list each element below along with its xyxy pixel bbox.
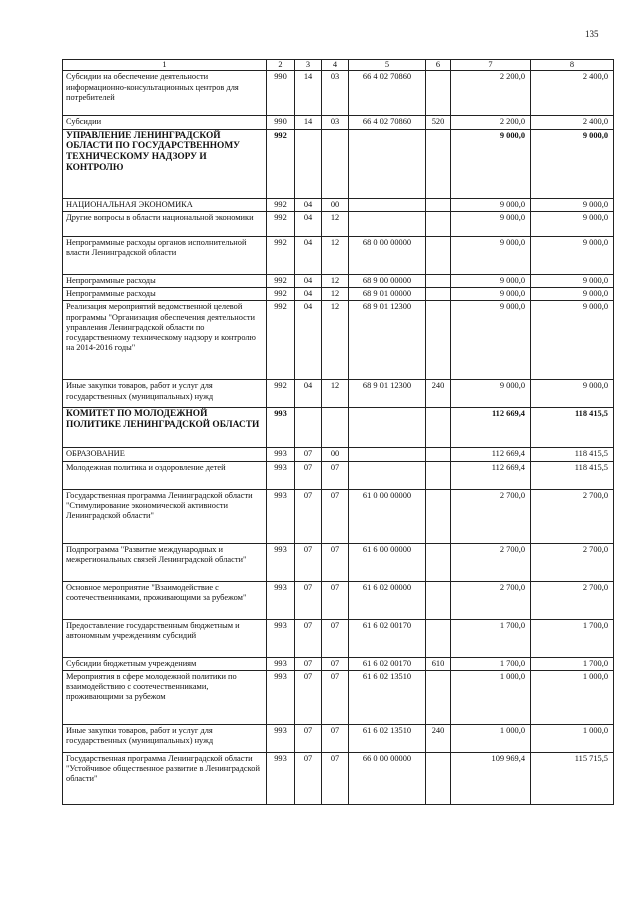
- section-code-cell: [295, 408, 322, 448]
- section-code-cell: 04: [295, 380, 322, 408]
- section-code-cell: 07: [295, 657, 322, 670]
- section-code-cell: 04: [295, 301, 322, 380]
- expense-name-cell: УПРАВЛЕНИЕ ЛЕНИНГРАДСКОЙ ОБЛАСТИ ПО ГОСУДАРСТВЕННОМУ ТЕХНИЧЕСКОМУ НАДЗОРУ И КОНТРОЛЮ: [63, 129, 267, 198]
- column-header: 8: [531, 60, 614, 71]
- expense-type-cell: [426, 288, 451, 301]
- table-row: [63, 274, 614, 287]
- target-article-cell: 66 0 00 00000: [349, 752, 426, 804]
- amount-year1-cell: 9 000,0: [451, 129, 531, 198]
- amount-year2-cell: 9 000,0: [531, 274, 614, 287]
- target-article-cell: 61 6 02 00170: [349, 619, 426, 657]
- amount-year2-cell: 115 715,5: [531, 752, 614, 804]
- grbs-code-cell: 992: [267, 380, 295, 408]
- column-number-header-row: [63, 60, 614, 71]
- table-row: [63, 129, 614, 198]
- subsection-code-cell: [322, 129, 349, 198]
- subsection-code-cell: 00: [322, 448, 349, 461]
- amount-year2-cell: 2 700,0: [531, 543, 614, 581]
- amount-year1-cell: 2 200,0: [451, 71, 531, 116]
- grbs-code-cell: 993: [267, 581, 295, 619]
- expense-name-cell: Основное мероприятие "Взаимодействие с соотечественниками, проживающими за рубежом": [63, 581, 267, 619]
- amount-year1-cell: 112 669,4: [451, 461, 531, 489]
- amount-year1-cell: 9 000,0: [451, 198, 531, 211]
- expense-name-cell: Непрограммные расходы: [63, 274, 267, 287]
- expense-type-cell: [426, 543, 451, 581]
- grbs-code-cell: 992: [267, 301, 295, 380]
- target-article-cell: 61 6 02 13510: [349, 724, 426, 752]
- expense-name-cell: Непрограммные расходы: [63, 288, 267, 301]
- amount-year2-cell: 9 000,0: [531, 288, 614, 301]
- target-article-cell: 68 9 00 00000: [349, 274, 426, 287]
- table-row: [63, 380, 614, 408]
- section-code-cell: 07: [295, 724, 322, 752]
- expense-name-cell: Предоставление государственным бюджетным и автономным учреждениям субсидий: [63, 619, 267, 657]
- budget-table: [62, 59, 614, 805]
- expense-type-cell: [426, 408, 451, 448]
- target-article-cell: 68 9 01 12300: [349, 301, 426, 380]
- amount-year1-cell: 1 700,0: [451, 619, 531, 657]
- amount-year1-cell: 9 000,0: [451, 380, 531, 408]
- expense-name-cell: Государственная программа Ленинградской области "Стимулирование экономической активности Ленинградской области": [63, 489, 267, 543]
- subsection-code-cell: 12: [322, 236, 349, 274]
- grbs-code-cell: 993: [267, 543, 295, 581]
- grbs-code-cell: 992: [267, 211, 295, 236]
- subsection-code-cell: 12: [322, 274, 349, 287]
- expense-name-cell: НАЦИОНАЛЬНАЯ ЭКОНОМИКА: [63, 198, 267, 211]
- amount-year1-cell: 9 000,0: [451, 301, 531, 380]
- section-code-cell: 07: [295, 670, 322, 724]
- expense-type-cell: [426, 619, 451, 657]
- section-code-cell: 07: [295, 461, 322, 489]
- expense-name-cell: Иные закупки товаров, работ и услуг для государственных (муниципальных) нужд: [63, 380, 267, 408]
- target-article-cell: [349, 448, 426, 461]
- expense-type-cell: [426, 274, 451, 287]
- target-article-cell: 66 4 02 70860: [349, 116, 426, 129]
- table-row: [63, 116, 614, 129]
- target-article-cell: 61 6 02 00000: [349, 581, 426, 619]
- target-article-cell: [349, 211, 426, 236]
- amount-year2-cell: 9 000,0: [531, 211, 614, 236]
- section-code-cell: 07: [295, 752, 322, 804]
- grbs-code-cell: 990: [267, 116, 295, 129]
- grbs-code-cell: 993: [267, 752, 295, 804]
- expense-name-cell: Другие вопросы в области национальной экономики: [63, 211, 267, 236]
- section-code-cell: 04: [295, 274, 322, 287]
- expense-type-cell: [426, 581, 451, 619]
- target-article-cell: 68 9 01 00000: [349, 288, 426, 301]
- subsection-code-cell: 12: [322, 301, 349, 380]
- column-header: 6: [426, 60, 451, 71]
- expense-type-cell: [426, 489, 451, 543]
- expense-type-cell: [426, 198, 451, 211]
- expense-name-cell: Реализация мероприятий ведомственной целевой программы "Организация обеспечения деятельности управления Ленинградской области по государственному техническому надзору и контролю на 2014-2016 годы": [63, 301, 267, 380]
- table-row: [63, 448, 614, 461]
- table-row: [63, 461, 614, 489]
- amount-year2-cell: 1 700,0: [531, 619, 614, 657]
- subsection-code-cell: 12: [322, 380, 349, 408]
- grbs-code-cell: 993: [267, 448, 295, 461]
- table-row: [63, 619, 614, 657]
- expense-name-cell: ОБРАЗОВАНИЕ: [63, 448, 267, 461]
- expense-name-cell: Субсидии бюджетным учреждениям: [63, 657, 267, 670]
- amount-year1-cell: 1 700,0: [451, 657, 531, 670]
- expense-name-cell: Мероприятия в сфере молодежной политики по взаимодействию с соотечественниками, проживающими за рубежом: [63, 670, 267, 724]
- amount-year1-cell: 2 700,0: [451, 543, 531, 581]
- grbs-code-cell: 993: [267, 724, 295, 752]
- section-code-cell: 04: [295, 198, 322, 211]
- expense-type-cell: 240: [426, 724, 451, 752]
- column-header: 5: [349, 60, 426, 71]
- section-code-cell: 14: [295, 71, 322, 116]
- table-row: [63, 543, 614, 581]
- amount-year1-cell: 112 669,4: [451, 448, 531, 461]
- subsection-code-cell: 03: [322, 71, 349, 116]
- expense-name-cell: Иные закупки товаров, работ и услуг для государственных (муниципальных) нужд: [63, 724, 267, 752]
- amount-year2-cell: 9 000,0: [531, 129, 614, 198]
- amount-year1-cell: 9 000,0: [451, 288, 531, 301]
- table-row: [63, 198, 614, 211]
- grbs-code-cell: 993: [267, 657, 295, 670]
- grbs-code-cell: 992: [267, 236, 295, 274]
- target-article-cell: [349, 129, 426, 198]
- expense-type-cell: [426, 670, 451, 724]
- expense-name-cell: КОМИТЕТ ПО МОЛОДЕЖНОЙ ПОЛИТИКЕ ЛЕНИНГРАДСКОЙ ОБЛАСТИ: [63, 408, 267, 448]
- target-article-cell: [349, 408, 426, 448]
- grbs-code-cell: 992: [267, 288, 295, 301]
- grbs-code-cell: 993: [267, 670, 295, 724]
- target-article-cell: 68 0 00 00000: [349, 236, 426, 274]
- subsection-code-cell: 07: [322, 752, 349, 804]
- grbs-code-cell: 993: [267, 408, 295, 448]
- grbs-code-cell: 992: [267, 129, 295, 198]
- expense-type-cell: [426, 461, 451, 489]
- amount-year1-cell: 9 000,0: [451, 236, 531, 274]
- table-row: [63, 752, 614, 804]
- subsection-code-cell: 07: [322, 461, 349, 489]
- grbs-code-cell: 993: [267, 461, 295, 489]
- table-row: [63, 670, 614, 724]
- amount-year2-cell: 2 400,0: [531, 71, 614, 116]
- amount-year1-cell: 112 669,4: [451, 408, 531, 448]
- target-article-cell: [349, 198, 426, 211]
- section-code-cell: 04: [295, 236, 322, 274]
- table-row: [63, 211, 614, 236]
- table-row: [63, 408, 614, 448]
- section-code-cell: 14: [295, 116, 322, 129]
- expense-type-cell: 240: [426, 380, 451, 408]
- grbs-code-cell: 993: [267, 619, 295, 657]
- expense-type-cell: 520: [426, 116, 451, 129]
- section-code-cell: 04: [295, 288, 322, 301]
- grbs-code-cell: 992: [267, 198, 295, 211]
- amount-year2-cell: 1 000,0: [531, 724, 614, 752]
- target-article-cell: 61 6 00 00000: [349, 543, 426, 581]
- subsection-code-cell: [322, 408, 349, 448]
- page-number: 135: [585, 29, 599, 39]
- subsection-code-cell: 07: [322, 619, 349, 657]
- subsection-code-cell: 03: [322, 116, 349, 129]
- subsection-code-cell: 07: [322, 657, 349, 670]
- expense-name-cell: Подпрограмма "Развитие международных и межрегиональных связей Ленинградской области": [63, 543, 267, 581]
- expense-type-cell: [426, 448, 451, 461]
- amount-year1-cell: 2 700,0: [451, 489, 531, 543]
- amount-year2-cell: 118 415,5: [531, 408, 614, 448]
- grbs-code-cell: 990: [267, 71, 295, 116]
- amount-year2-cell: 2 700,0: [531, 489, 614, 543]
- target-article-cell: 61 6 02 13510: [349, 670, 426, 724]
- expense-name-cell: Субсидии: [63, 116, 267, 129]
- amount-year1-cell: 109 969,4: [451, 752, 531, 804]
- table-row: [63, 288, 614, 301]
- table-row: [63, 724, 614, 752]
- amount-year2-cell: 1 000,0: [531, 670, 614, 724]
- target-article-cell: 68 9 01 12300: [349, 380, 426, 408]
- column-header: 1: [63, 60, 267, 71]
- column-header: 2: [267, 60, 295, 71]
- subsection-code-cell: 07: [322, 581, 349, 619]
- table-row: [63, 236, 614, 274]
- expense-type-cell: [426, 752, 451, 804]
- table-row: [63, 301, 614, 380]
- section-code-cell: [295, 129, 322, 198]
- amount-year2-cell: 2 400,0: [531, 116, 614, 129]
- amount-year2-cell: 118 415,5: [531, 461, 614, 489]
- section-code-cell: 07: [295, 448, 322, 461]
- column-header: 7: [451, 60, 531, 71]
- expense-type-cell: [426, 301, 451, 380]
- amount-year1-cell: 1 000,0: [451, 724, 531, 752]
- amount-year2-cell: 9 000,0: [531, 236, 614, 274]
- table-row: [63, 489, 614, 543]
- target-article-cell: 61 0 00 00000: [349, 489, 426, 543]
- amount-year2-cell: 9 000,0: [531, 198, 614, 211]
- expense-name-cell: Государственная программа Ленинградской области "Устойчивое общественное развитие в Ленинградской области": [63, 752, 267, 804]
- expense-name-cell: Субсидии на обеспечение деятельности информационно-консультационных центров для потребителей: [63, 71, 267, 116]
- subsection-code-cell: 07: [322, 543, 349, 581]
- target-article-cell: 61 6 02 00170: [349, 657, 426, 670]
- amount-year2-cell: 9 000,0: [531, 380, 614, 408]
- section-code-cell: 07: [295, 619, 322, 657]
- target-article-cell: [349, 461, 426, 489]
- section-code-cell: 07: [295, 543, 322, 581]
- amount-year2-cell: 2 700,0: [531, 581, 614, 619]
- grbs-code-cell: 993: [267, 489, 295, 543]
- column-header: 4: [322, 60, 349, 71]
- section-code-cell: 04: [295, 211, 322, 236]
- subsection-code-cell: 07: [322, 670, 349, 724]
- section-code-cell: 07: [295, 581, 322, 619]
- expense-type-cell: [426, 236, 451, 274]
- expense-name-cell: Непрограммные расходы органов исполнительной власти Ленинградской области: [63, 236, 267, 274]
- expense-type-cell: [426, 71, 451, 116]
- table-row: [63, 657, 614, 670]
- expense-type-cell: [426, 129, 451, 198]
- section-code-cell: 07: [295, 489, 322, 543]
- subsection-code-cell: 07: [322, 489, 349, 543]
- subsection-code-cell: 00: [322, 198, 349, 211]
- subsection-code-cell: 12: [322, 211, 349, 236]
- amount-year1-cell: 9 000,0: [451, 211, 531, 236]
- amount-year1-cell: 2 700,0: [451, 581, 531, 619]
- expense-name-cell: Молодежная политика и оздоровление детей: [63, 461, 267, 489]
- column-header: 3: [295, 60, 322, 71]
- table-row: [63, 581, 614, 619]
- amount-year2-cell: 9 000,0: [531, 301, 614, 380]
- grbs-code-cell: 992: [267, 274, 295, 287]
- table-body: [63, 71, 614, 805]
- target-article-cell: 66 4 02 70860: [349, 71, 426, 116]
- amount-year1-cell: 2 200,0: [451, 116, 531, 129]
- amount-year2-cell: 1 700,0: [531, 657, 614, 670]
- expense-type-cell: 610: [426, 657, 451, 670]
- table-row: [63, 71, 614, 116]
- amount-year1-cell: 9 000,0: [451, 274, 531, 287]
- expense-type-cell: [426, 211, 451, 236]
- subsection-code-cell: 07: [322, 724, 349, 752]
- amount-year1-cell: 1 000,0: [451, 670, 531, 724]
- amount-year2-cell: 118 415,5: [531, 448, 614, 461]
- subsection-code-cell: 12: [322, 288, 349, 301]
